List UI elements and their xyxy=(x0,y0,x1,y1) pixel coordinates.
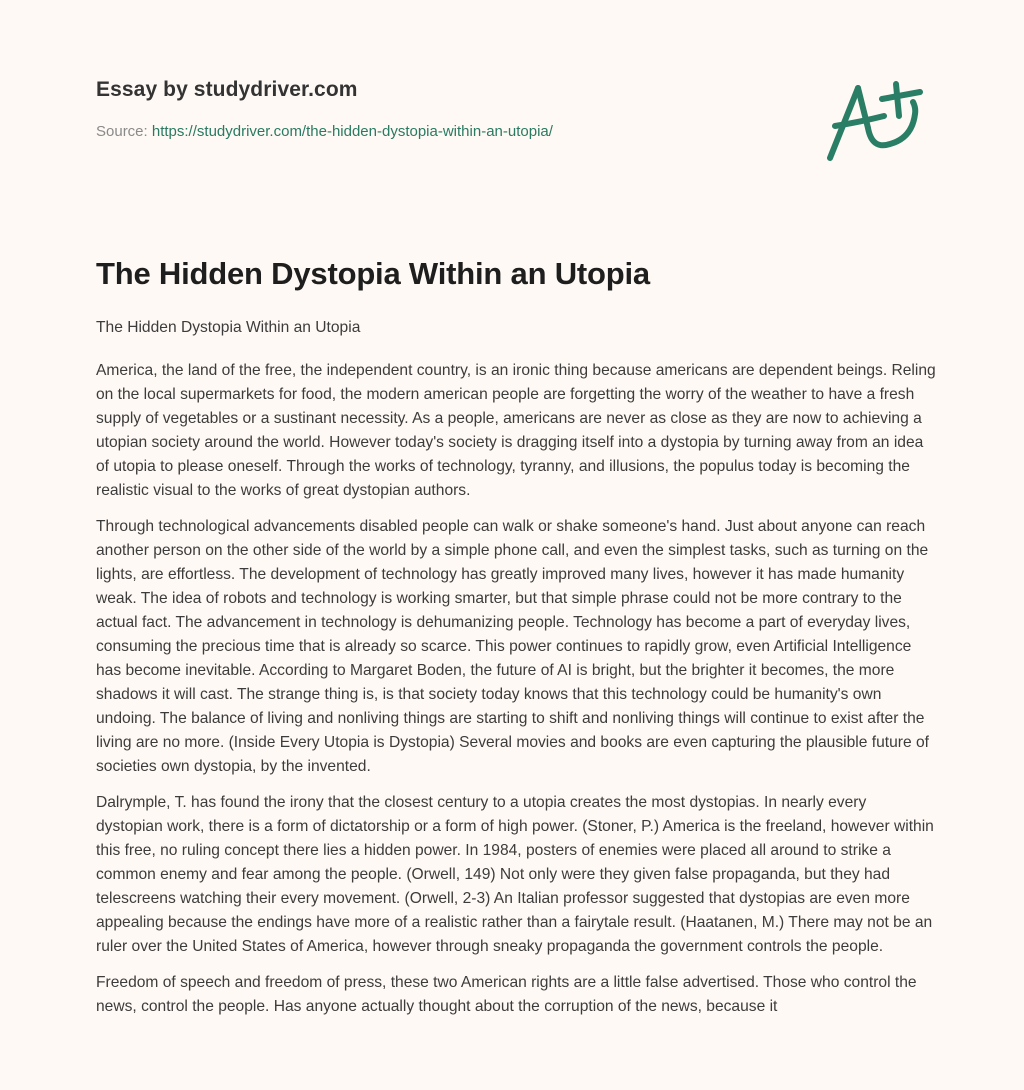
a-plus-grade-icon xyxy=(820,66,930,166)
source-line xyxy=(96,122,553,142)
essay-content xyxy=(96,316,936,1031)
source-label: Source: xyxy=(96,123,148,140)
essay-paragraph: Dalrymple, T. has found the irony that the closest century to a utopia creates the most dystopias. In nearly every dystopian work, there is a form of dictatorship or a form of high power. (Stoner, P.) America is the freeland, however within this free, no ruling concept there lies a hidden power. In 1984, posters of enemies were placed all around to strike a common enemy and fear among the people. (Orwell, 149) Not only were they given false propaganda, but they had telescreens watching their every movement. (Orwell, 2-3) An Italian professor suggested that dystopias are even more appealing because the endings have more of a realistic rather than a fairytale result. (Haatanen, M.) There may not be an ruler over the United States of America, however through sneaky propaganda the government controls the people. xyxy=(96,794,934,955)
source-link[interactable]: https://studydriver.com/the-hidden-dystopia-within-an-utopia/ xyxy=(151,123,553,140)
page-header xyxy=(96,76,936,140)
essay-paragraph: Through technological advancements disabled people can walk or shake someone's hand. Just about anyone can reach another person on the other side of the world by a simple phone call, and even the simplest tasks, such as turning on the lights, are effortless. The development of technology has greatly improved many lives, however it has made humanity weak. The idea of robots and technology is working smarter, but that simple phrase could not be more contrary to the actual fact. The advancement in technology is dehumanizing people. Technology has become a part of everyday lives, consuming the precious time that is already so scarce. This power continues to rapidly grow, even Artificial Intelligence has become inevitable. According to Margaret Boden, the future of AI is bright, but the brighter it becomes, the more shadows it will cast. The strange thing is, is that society today knows that this technology could be humanity's own undoing. The balance of living and nonliving things are starting to shift and nonliving things will continue to exist after the living are no more. (Inside Every Utopia is Dystopia) Several movies and books are even capturing the plausible future of societies own dystopia, by the invented. xyxy=(96,518,929,775)
essay-paragraph: America, the land of the free, the independent country, is an ironic thing because americans are dependent beings. Reling on the local supermarkets for food, the modern american people are forgetting the worry of the weather to have a fresh supply of vegetables or a sustinant necessity. As a people, americans are never as close as they are now to achieving a utopian society around the world. However today's society is dragging itself into a dystopia by turning away from an idea of utopia to please oneself. Through the works of technology, tyranny, and illusions, the populus today is becoming the realistic visual to the works of great dystopian authors. xyxy=(96,362,936,499)
essay-title: The Hidden Dystopia Within an Utopia xyxy=(96,256,650,291)
essay-paragraph: Freedom of speech and freedom of press, these two American rights are a little false advertised. Those who control the news, control the people. Has anyone actually thought about the corruption of the news, because it xyxy=(96,974,917,1015)
essay-subtitle: The Hidden Dystopia Within an Utopia xyxy=(96,319,361,336)
brand-title: Essay by studydriver.com xyxy=(96,78,358,101)
